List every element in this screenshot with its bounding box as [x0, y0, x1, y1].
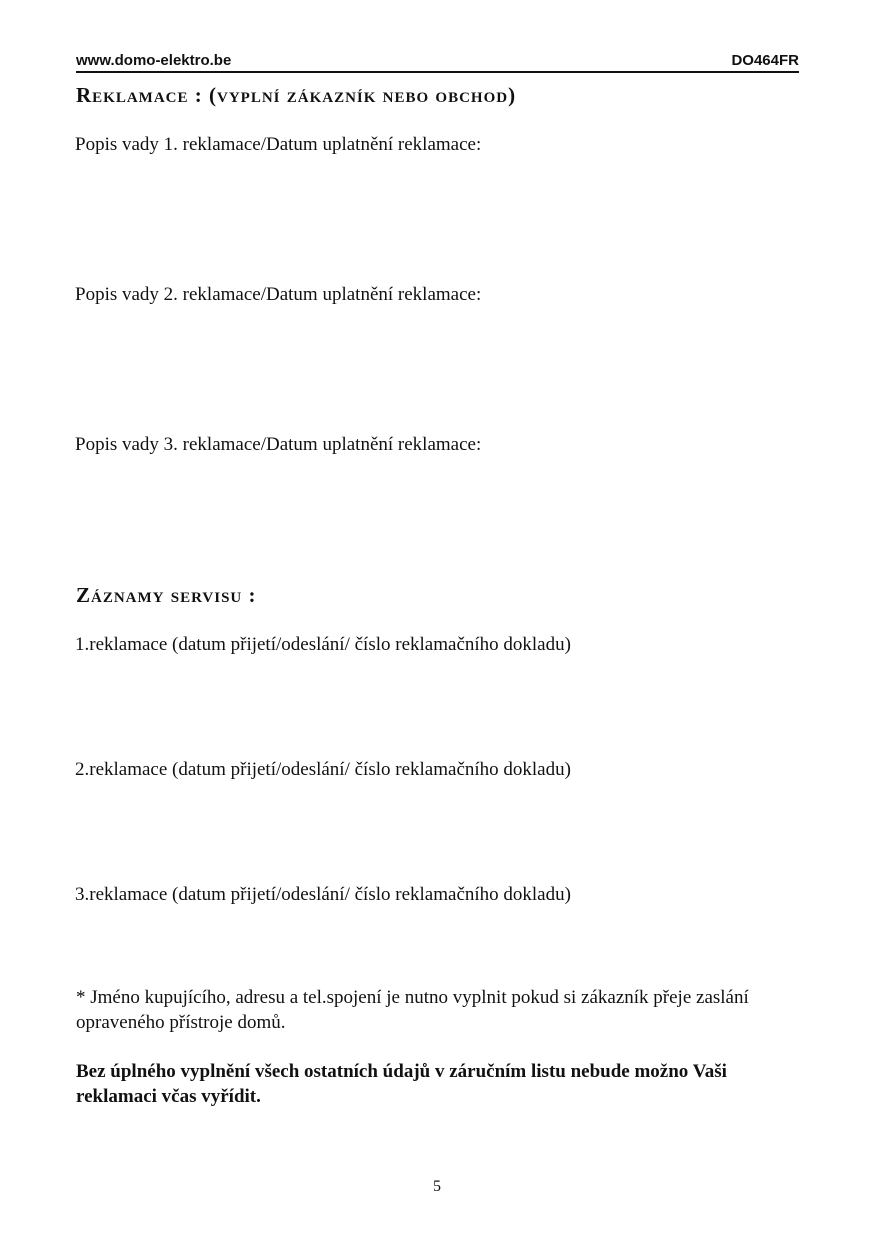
complaints-title: Reklamace : (vyplní zákazník nebo obchod) — [76, 83, 517, 107]
service-record-item-1: 1.reklamace (datum přijetí/odeslání/ číslo reklamačního dokladu) — [75, 634, 571, 655]
complaint-item-3: Popis vady 3. reklamace/Datum uplatnění reklamace: — [75, 434, 482, 455]
complaint-item-1: Popis vady 1. reklamace/Datum uplatnění reklamace: — [75, 134, 482, 155]
header-model: DO464FR — [731, 52, 799, 69]
buyer-info-note: * Jméno kupujícího, adresu a tel.spojení je nutno vyplnit pokud si zákazník přeje zaslání opraveného přístroje domů. — [76, 987, 749, 1033]
header-website: www.domo-elektro.be — [76, 52, 232, 69]
service-record-item-3: 3.reklamace (datum přijetí/odeslání/ číslo reklamačního dokladu) — [75, 884, 571, 905]
page-number: 5 — [433, 1178, 441, 1195]
service-records-title: Záznamy servisu : — [76, 583, 257, 607]
complaint-item-2: Popis vady 2. reklamace/Datum uplatnění reklamace: — [75, 284, 482, 305]
header-divider — [76, 71, 799, 73]
completion-warning: Bez úplného vyplnění všech ostatních údajů v záručním listu nebude možno Vaši reklamaci včas vyřídit. — [76, 1061, 727, 1107]
service-record-item-2: 2.reklamace (datum přijetí/odeslání/ číslo reklamačního dokladu) — [75, 759, 571, 780]
